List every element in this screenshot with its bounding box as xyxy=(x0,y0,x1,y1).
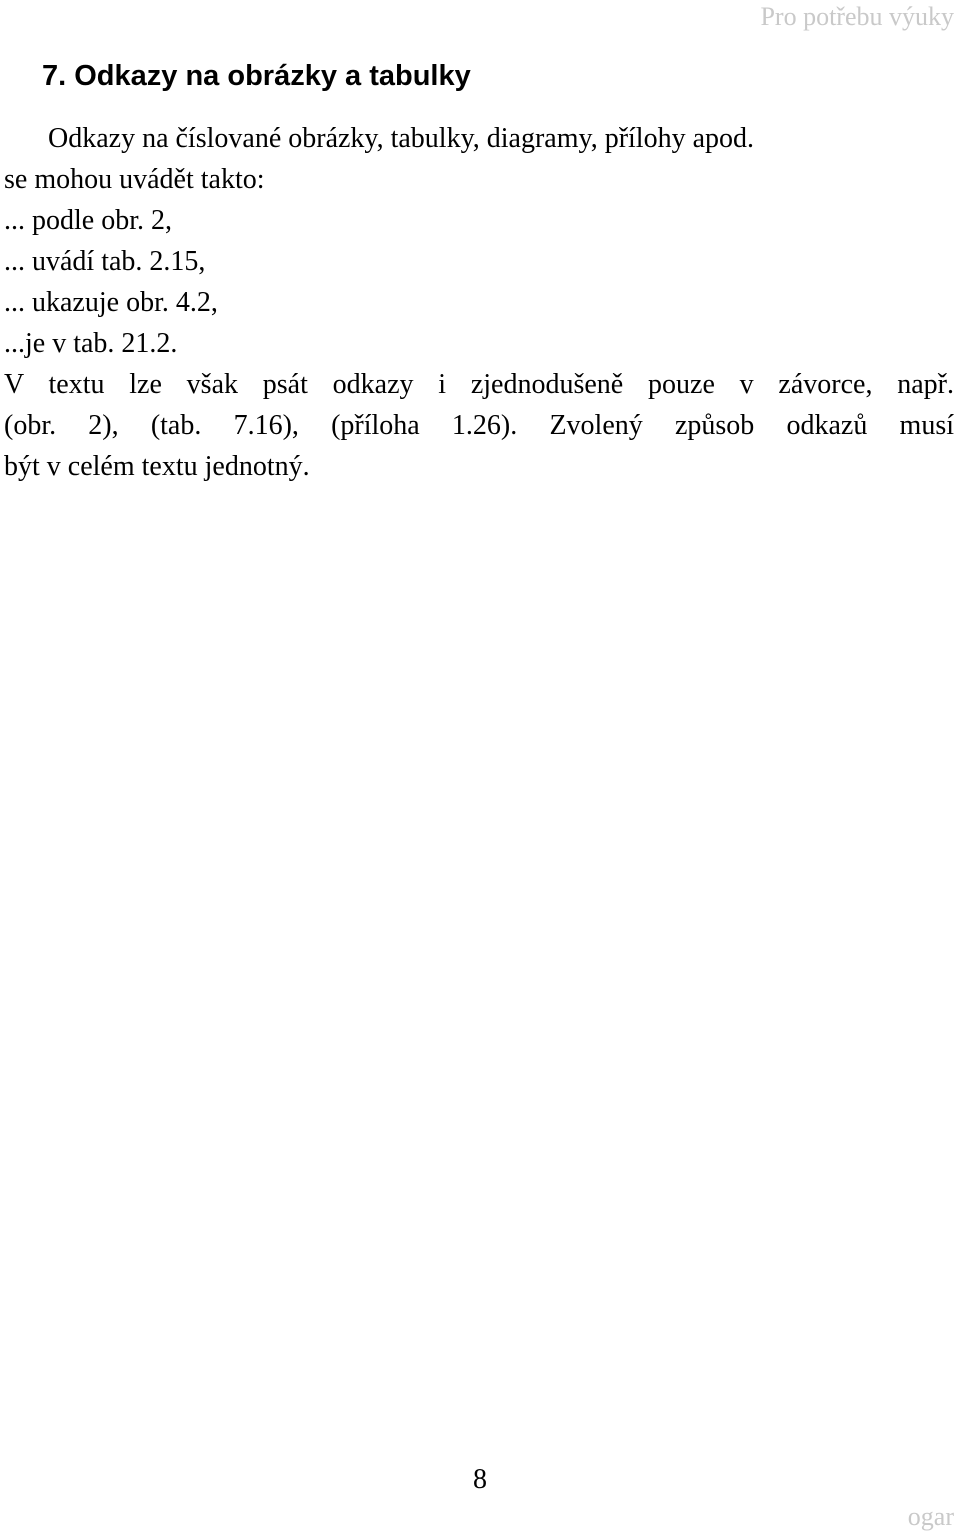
reference-example: ... uvádí tab. 2.15, xyxy=(4,246,206,277)
section-heading: 7. Odkazy na obrázky a tabulky xyxy=(42,60,471,92)
paragraph-line: (obr. 2), (tab. 7.16), (příloha 1.26). Zvolený způsob odkazů musí xyxy=(4,410,954,441)
reference-example: ... podle obr. 2, xyxy=(4,205,172,236)
paragraph-line: Odkazy na číslované obrázky, tabulky, diagramy, přílohy apod. xyxy=(48,123,755,154)
footer-watermark: ogar xyxy=(907,1502,954,1531)
paragraph-line: se mohou uvádět takto: xyxy=(4,164,265,195)
page-number: 8 xyxy=(473,1464,487,1495)
reference-example: ... ukazuje obr. 4.2, xyxy=(4,287,218,318)
paragraph-line: být v celém textu jednotný. xyxy=(4,451,310,482)
paragraph-line: V textu lze však psát odkazy i zjednodušeně pouze v závorce, např. xyxy=(4,369,954,400)
reference-example: ...je v tab. 21.2. xyxy=(4,328,178,359)
header-watermark: Pro potřebu výuky xyxy=(760,2,954,31)
section-body xyxy=(4,118,954,487)
